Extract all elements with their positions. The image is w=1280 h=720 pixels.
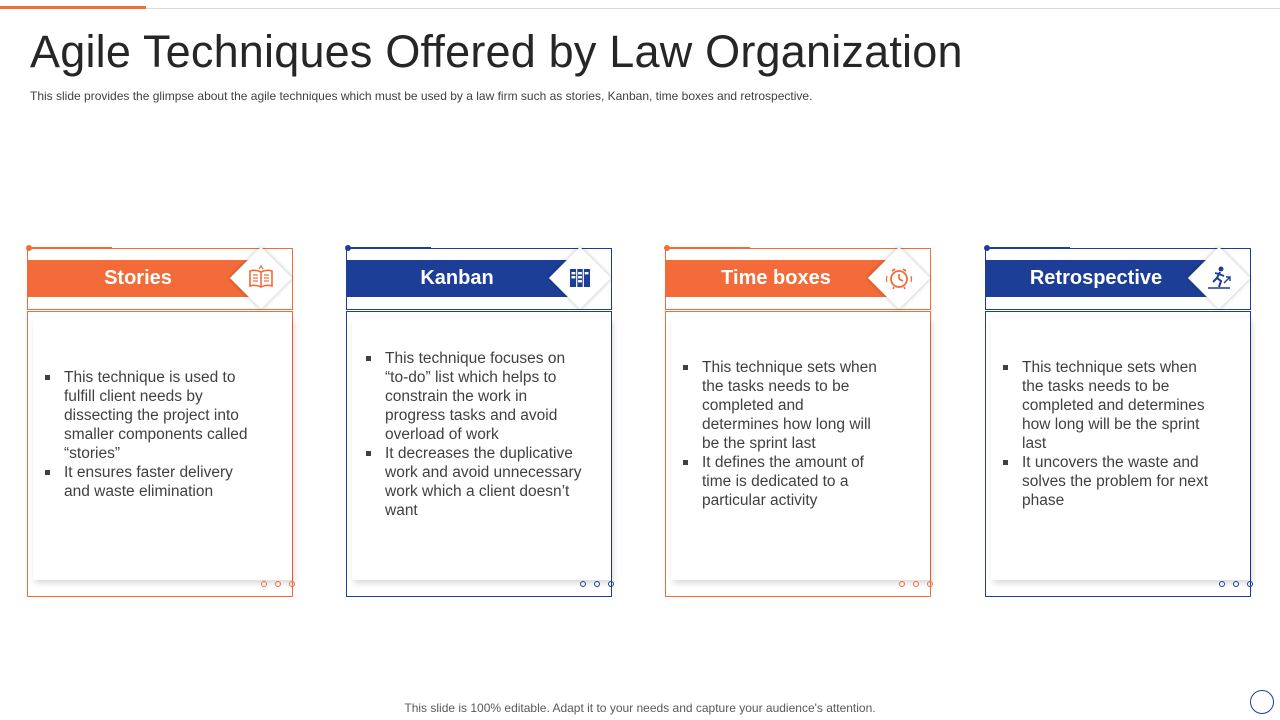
top-accent-bar xyxy=(0,6,146,9)
bullet-item: This technique is used to fulfill client needs by dissecting the project into smaller components called “stories” xyxy=(45,368,250,463)
bullet-item: This technique sets when the tasks needs to be completed and determines how long will be the sprint last xyxy=(1003,358,1213,453)
accent-line xyxy=(32,247,112,248)
bullet-list xyxy=(45,368,250,501)
accent-line xyxy=(670,247,750,248)
card-banner: Stories xyxy=(27,260,249,297)
bullet-list xyxy=(366,349,584,520)
bullet-list xyxy=(683,358,881,510)
kanban-board-icon xyxy=(565,263,595,293)
bullet-item: It uncovers the waste and solves the problem for next phase xyxy=(1003,453,1213,510)
bullet-item: It ensures faster delivery and waste elimination xyxy=(45,463,250,501)
accent-line xyxy=(990,247,1070,248)
decorative-dots xyxy=(580,581,614,587)
page-title: Agile Techniques Offered by Law Organization xyxy=(30,26,963,77)
page-subtitle: This slide provides the glimpse about the agile techniques which must be used by a law firm such as stories, Kanban, time boxes and retrospective. xyxy=(30,89,813,103)
footer-note: This slide is 100% editable. Adapt it to your needs and capture your audience's attention. xyxy=(404,701,876,715)
card-banner: Kanban xyxy=(346,260,568,297)
accent-dot xyxy=(664,245,670,251)
bullet-item: This technique focuses on “to-do” list which helps to constrain the work in progress tasks and avoid overload of work xyxy=(366,349,584,444)
accent-dot xyxy=(345,245,351,251)
decorative-dots xyxy=(899,581,933,587)
running-person-icon xyxy=(1204,263,1234,293)
bullet-item: It defines the amount of time is dedicated to a particular activity xyxy=(683,453,881,510)
card-kanban xyxy=(346,244,614,600)
bullet-item: It decreases the duplicative work and avoid unnecessary work which a client doesn’t want xyxy=(366,444,584,520)
alarm-clock-icon xyxy=(884,263,914,293)
accent-dot xyxy=(26,245,32,251)
book-icon xyxy=(246,263,276,293)
accent-line xyxy=(351,247,431,248)
card-retrospective xyxy=(985,244,1253,600)
card-banner: Time boxes xyxy=(665,260,887,297)
bullet-item: This technique sets when the tasks needs to be completed and determines how long will be the sprint last xyxy=(683,358,881,453)
card-time-boxes xyxy=(665,244,933,600)
accent-dot xyxy=(984,245,990,251)
top-divider xyxy=(0,8,1280,9)
decorative-dots xyxy=(261,581,295,587)
decorative-dots xyxy=(1219,581,1253,587)
bullet-list xyxy=(1003,358,1213,510)
card-stories xyxy=(27,244,295,600)
corner-circle-decoration xyxy=(1250,690,1274,714)
card-banner: Retrospective xyxy=(985,260,1207,297)
